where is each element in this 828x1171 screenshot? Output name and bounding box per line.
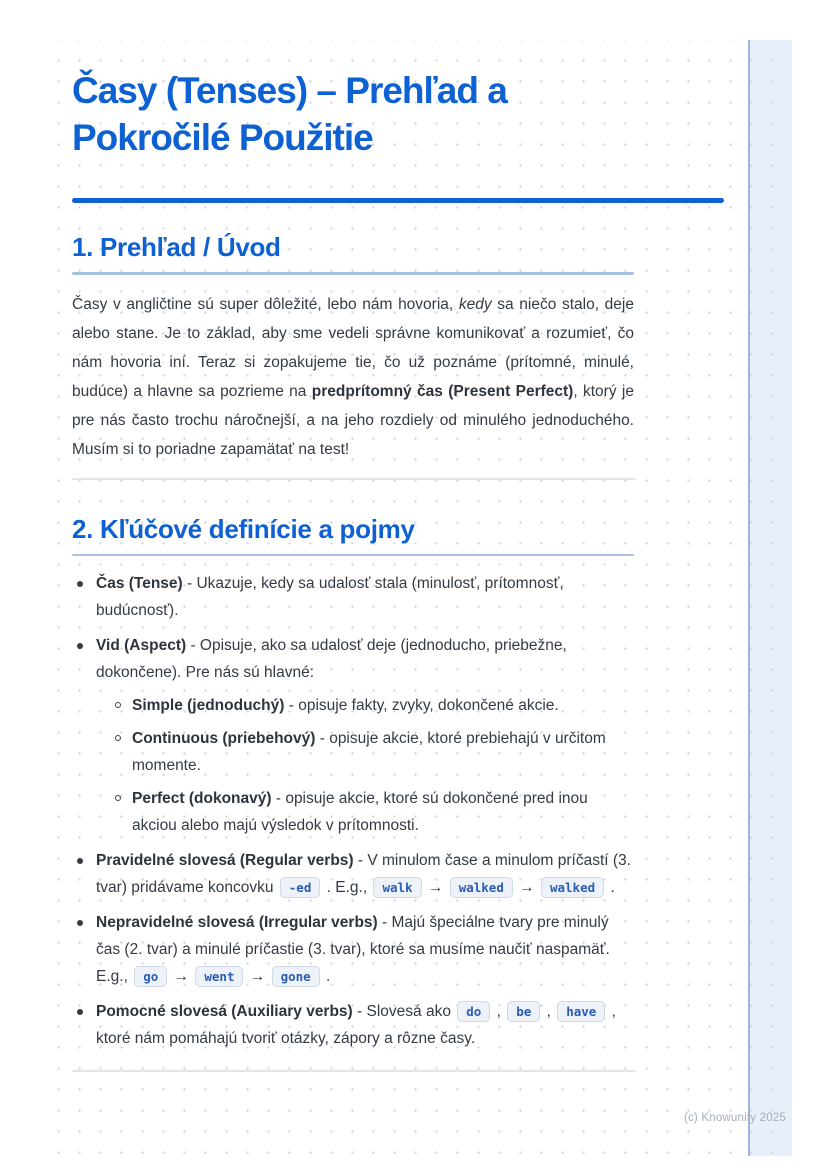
- list-item: [108, 692, 636, 719]
- intro-paragraph: Časy v angličtine sú super dôležité, lebo nám hovoria, kedy sa niečo stalo, deje alebo stane. Je to základ, aby sme vedeli správne komunikovať a rozumieť, čo nám hovoria iní. Teraz si zopakujeme tie, čo už poznáme (prítomné, minulé, budúce) a hlavne sa pozrieme na predprítomný čas (Present Perfect), ktorý je pre nás často trochu náročnejší, a na jeho rozdiely od minulého jednoduchého. Musím si to poriadne zapamätať na test!: [72, 295, 634, 458]
- list-item-text: Perfect (dokonavý) - opisuje akcie, ktoré sú dokončené pred inou akciou alebo majú výsledok v prítomnosti.: [132, 790, 588, 834]
- section-heading-overview: 1. Prehľad / Úvod: [72, 232, 281, 262]
- list-item-body: [132, 725, 636, 779]
- title-divider: [72, 198, 724, 203]
- code-chip: -ed: [280, 877, 321, 898]
- section-heading-definitions: 2. Kľúčové definície a pojmy: [72, 513, 415, 544]
- list-item-body: [96, 570, 636, 624]
- list-item-text: Nepravidelné slovesá (Irregular verbs) - Majú špeciálne tvary pre minulý čas (2. tvar) a minulé príčastie (3. tvar), ktoré sa musíme naučiť naspamäť. E.g., go → went → gone .: [96, 914, 610, 985]
- hollow-circle-icon: [115, 702, 121, 708]
- copyright-watermark: (c) Knowunity 2025: [683, 1112, 786, 1124]
- bullet-dot-icon: [77, 858, 83, 864]
- bullet-dot-icon: [77, 643, 83, 649]
- sub-list: [96, 692, 636, 839]
- bullet-dot-icon: [77, 1009, 83, 1015]
- section-divider: [72, 478, 636, 480]
- page-title: Časy (Tenses) – Prehľad a Pokročilé Použitie: [72, 70, 507, 158]
- list-item-body: [132, 785, 636, 839]
- section-underline: [72, 272, 634, 275]
- hollow-circle-icon: [115, 795, 121, 801]
- list-item: [108, 725, 636, 779]
- code-chip: went: [195, 966, 243, 987]
- code-chip: walk: [373, 877, 421, 898]
- list-item-body: [132, 692, 636, 719]
- code-chip: be: [507, 1001, 540, 1022]
- list-item: [72, 909, 636, 990]
- list-item: [72, 570, 636, 624]
- list-item-body: [96, 909, 636, 990]
- list-item-body: [96, 998, 636, 1052]
- list-item: [72, 998, 636, 1052]
- footer-divider: [72, 1070, 636, 1072]
- list-item-text: Continuous (priebehový) - opisuje akcie, ktoré prebiehajú v určitom momente.: [132, 730, 606, 774]
- list-item: [72, 632, 636, 839]
- list-item-text: Vid (Aspect) - Opisuje, ako sa udalosť deje (jednoducho, priebežne, dokončene). Pre nás sú hlavné:: [96, 637, 567, 681]
- code-chip: walked: [541, 877, 604, 898]
- definitions-list: [72, 570, 636, 1052]
- code-chip: walked: [450, 877, 513, 898]
- code-chip: go: [134, 966, 167, 987]
- list-item-text: Pravidelné slovesá (Regular verbs) - V minulom čase a minulom príčastí (3. tvar) pridávame koncovku -ed . E.g., walk → walked → walked .: [96, 852, 631, 896]
- bullet-dot-icon: [77, 581, 83, 587]
- list-item-text: Pomocné slovesá (Auxiliary verbs) - Slovesá ako do , be , have , ktoré nám pomáhajú tvoriť otázky, zápory a rôzne časy.: [96, 1003, 616, 1047]
- note-paper: [40, 40, 790, 1156]
- list-item-text: Čas (Tense) - Ukazuje, kedy sa udalosť stala (minulosť, prítomnosť, budúcnosť).: [96, 575, 564, 619]
- list-item-body: [96, 847, 636, 901]
- list-item: [108, 785, 636, 839]
- list-item-text: Simple (jednoduchý) - opisuje fakty, zvyky, dokončené akcie.: [132, 697, 559, 714]
- bullet-dot-icon: [77, 920, 83, 926]
- document-content: [72, 40, 636, 1072]
- code-chip: have: [557, 1001, 605, 1022]
- section-underline: [72, 554, 634, 557]
- list-item: [72, 847, 636, 901]
- code-chip: do: [457, 1001, 490, 1022]
- hollow-circle-icon: [115, 735, 121, 741]
- margin-stripe: [748, 40, 792, 1156]
- code-chip: gone: [272, 966, 320, 987]
- list-item-body: [96, 632, 636, 839]
